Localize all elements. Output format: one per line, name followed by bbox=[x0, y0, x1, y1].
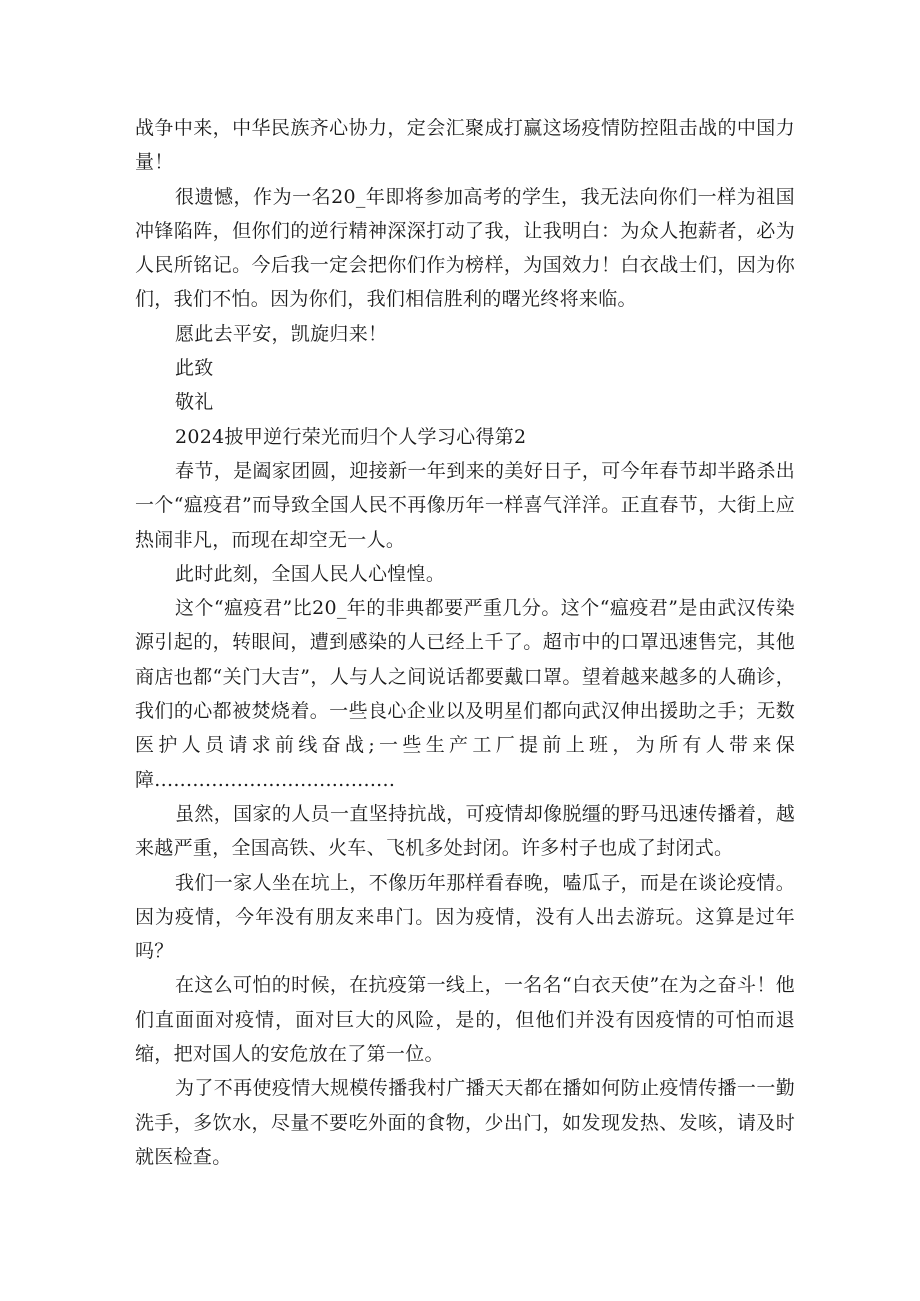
paragraph-1: 战争中来，中华民族齐心协力，定会汇聚成打赢这场疫情防控阻击战的中国力量！ bbox=[135, 117, 795, 174]
paragraph-10: 虽然，国家的人员一直坚持抗战，可疫情却像脱缰的野马迅速传播着，越来越严重，全国高铁、火车、飞机多处封闭。许多村子也成了封闭式。 bbox=[135, 802, 795, 860]
paragraph-11: 我们一家人坐在坑上，不像历年那样看春晚，嗑瓜子，而是在谈论疫情。因为疫情，今年没有朋友来串门。因为疫情，没有人出去游玩。这算是过年吗？ bbox=[135, 871, 795, 963]
paragraph-3: 愿此去平安，凯旋归来！ bbox=[175, 322, 388, 345]
document-body bbox=[135, 111, 795, 1174]
paragraph-9: 这个“瘟疫君”比20_年的非典都要严重几分。这个“瘟疫君”是由武汉传染源引起的，转眼间，遭到感染的人已经上千了。超市中的口罩迅速售完，其他商店也都“关门大吉”，人与人之间说话都要戴口罩。望着越来越多的人确诊，我们的心都被焚烧着。一些良心企业以及明星们都向武汉伸出援助之手；无数医护人员请求前线奋战;一些生产工厂提前上班，为所有人带来保障...................................... bbox=[135, 597, 795, 791]
paragraph-8: 此时此刻，全国人民人心惶惶。 bbox=[175, 562, 446, 585]
section-title: 2024披甲逆行荣光而归个人学习心得第2 bbox=[175, 425, 527, 448]
closing-salutation: 此致 bbox=[175, 357, 214, 380]
paragraph-7: 春节，是阖家团圆，迎接新一年到来的美好日子，可今年春节却半路杀出一个“瘟疫君”而导致全国人民不再像历年一样喜气洋洋。正直春节，大街上应热闹非凡，而现在却空无一人。 bbox=[135, 459, 795, 551]
paragraph-2: 很遗憾，作为一名20_年即将参加高考的学生，我无法向你们一样为祖国冲锋陷阵，但你们的逆行精神深深打动了我，让我明白：为众人抱薪者，必为人民所铭记。今后我一定会把你们作为榜样，为国效力！白衣战士们，因为你们，我们不怕。因为你们，我们相信胜利的曙光终将来临。 bbox=[135, 185, 795, 311]
paragraph-12: 在这么可怕的时候，在抗疫第一线上，一名名“白衣天使”在为之奋斗！他们直面面对疫情，面对巨大的风险，是的，但他们并没有因疫情的可怕而退缩，把对国人的安危放在了第一位。 bbox=[135, 974, 795, 1066]
paragraph-13: 为了不再使疫情大规模传播我村广播天天都在播如何防止疫情传播一一勤洗手，多饮水，尽量不要吃外面的食物，少出门，如发现发热、发咳，请及时就医检查。 bbox=[135, 1077, 795, 1168]
closing-regards: 敬礼 bbox=[175, 391, 214, 414]
